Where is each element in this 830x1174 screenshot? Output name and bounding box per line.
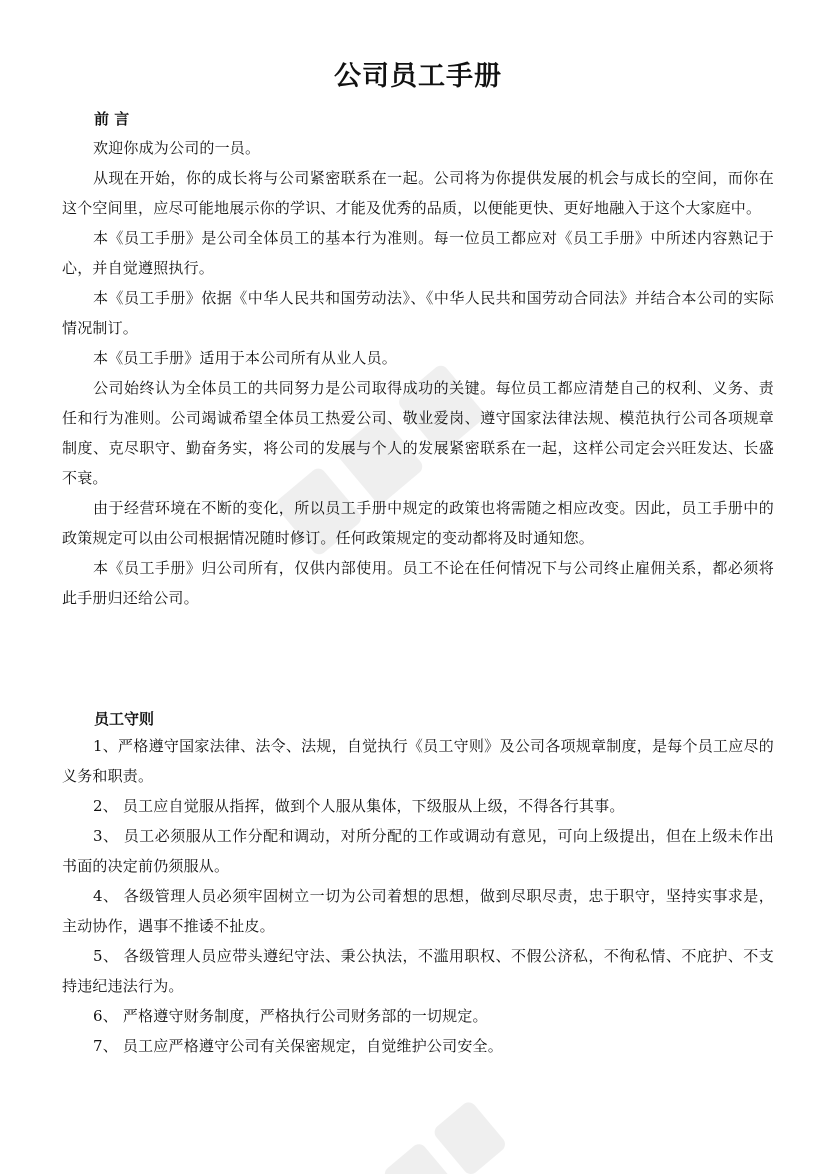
watermark-logo-icon-lower — [320, 1080, 520, 1174]
preface-paragraph: 本《员工手册》是公司全体员工的基本行为准则。每一位员工都应对《员工手册》中所述内容熟记于心，并自觉遵照执行。 — [62, 229, 774, 277]
preface-paragraph: 本《员工手册》归公司所有，仅供内部使用。员工不论在任何情况下与公司终止雇佣关系，都必须将此手册归还给公司。 — [62, 559, 774, 607]
document-title: 公司员工手册 — [334, 61, 502, 92]
preface-paragraph: 本《员工手册》适用于本公司所有从业人员。 — [93, 349, 398, 367]
rules-body — [62, 731, 774, 1061]
rule-item: 5、 各级管理人员应带头遵纪守法、秉公执法，不滥用职权、不假公济私，不徇私情、不庇护、不支持违纪违法行为。 — [62, 947, 774, 995]
preface-paragraph: 从现在开始，你的成长将与公司紧密联系在一起。公司将为你提供发展的机会与成长的空间，而你在这个空间里，应尽可能地展示你的学识、才能及优秀的品质，以便能更快、更好地融入于这个大家庭中。 — [62, 169, 774, 217]
rule-item: 7、 员工应严格遵守公司有关保密规定，自觉维护公司安全。 — [93, 1037, 503, 1055]
preface-paragraph: 本《员工手册》依据《中华人民共和国劳动法》、《中华人民共和国劳动合同法》并结合本公司的实际情况制订。 — [62, 289, 774, 337]
rules-heading: 员工守则 — [94, 710, 155, 728]
preface-body — [62, 133, 774, 613]
rule-item: 2、 员工应自觉服从指挥，做到个人服从集体，下级服从上级，不得各行其事。 — [93, 797, 625, 815]
preface-heading: 前 言 — [94, 110, 130, 128]
rule-item: 1、严格遵守国家法律、法令、法规，自觉执行《员工守则》及公司各项规章制度，是每个员工应尽的义务和职责。 — [62, 737, 774, 785]
preface-paragraph: 欢迎你成为公司的一员。 — [93, 139, 261, 157]
preface-paragraph: 由于经营环境在不断的变化，所以员工手册中规定的政策也将需随之相应改变。因此，员工手册中的政策规定可以由公司根据情况随时修订。任何政策规定的变动都将及时通知您。 — [62, 499, 774, 547]
rule-item: 4、 各级管理人员必须牢固树立一切为公司着想的思想，做到尽职尽责，忠于职守，坚持实事求是，主动协作，遇事不推诿不扯皮。 — [62, 887, 774, 935]
preface-paragraph: 公司始终认为全体员工的共同努力是公司取得成功的关键。每位员工都应清楚自己的权利、义务、责任和行为准则。公司竭诚希望全体员工热爱公司、敬业爱岗、遵守国家法律法规、模范执行公司各项规章制度、克尽职守、勤奋务实，将公司的发展与个人的发展紧密联系在一起，这样公司定会兴旺发达、长盛不衰。 — [62, 379, 774, 487]
rule-item: 3、 员工必须服从工作分配和调动，对所分配的工作或调动有意见，可向上级提出，但在上级未作出书面的决定前仍须服从。 — [62, 827, 774, 875]
rule-item: 6、 严格遵守财务制度，严格执行公司财务部的一切规定。 — [93, 1007, 488, 1025]
